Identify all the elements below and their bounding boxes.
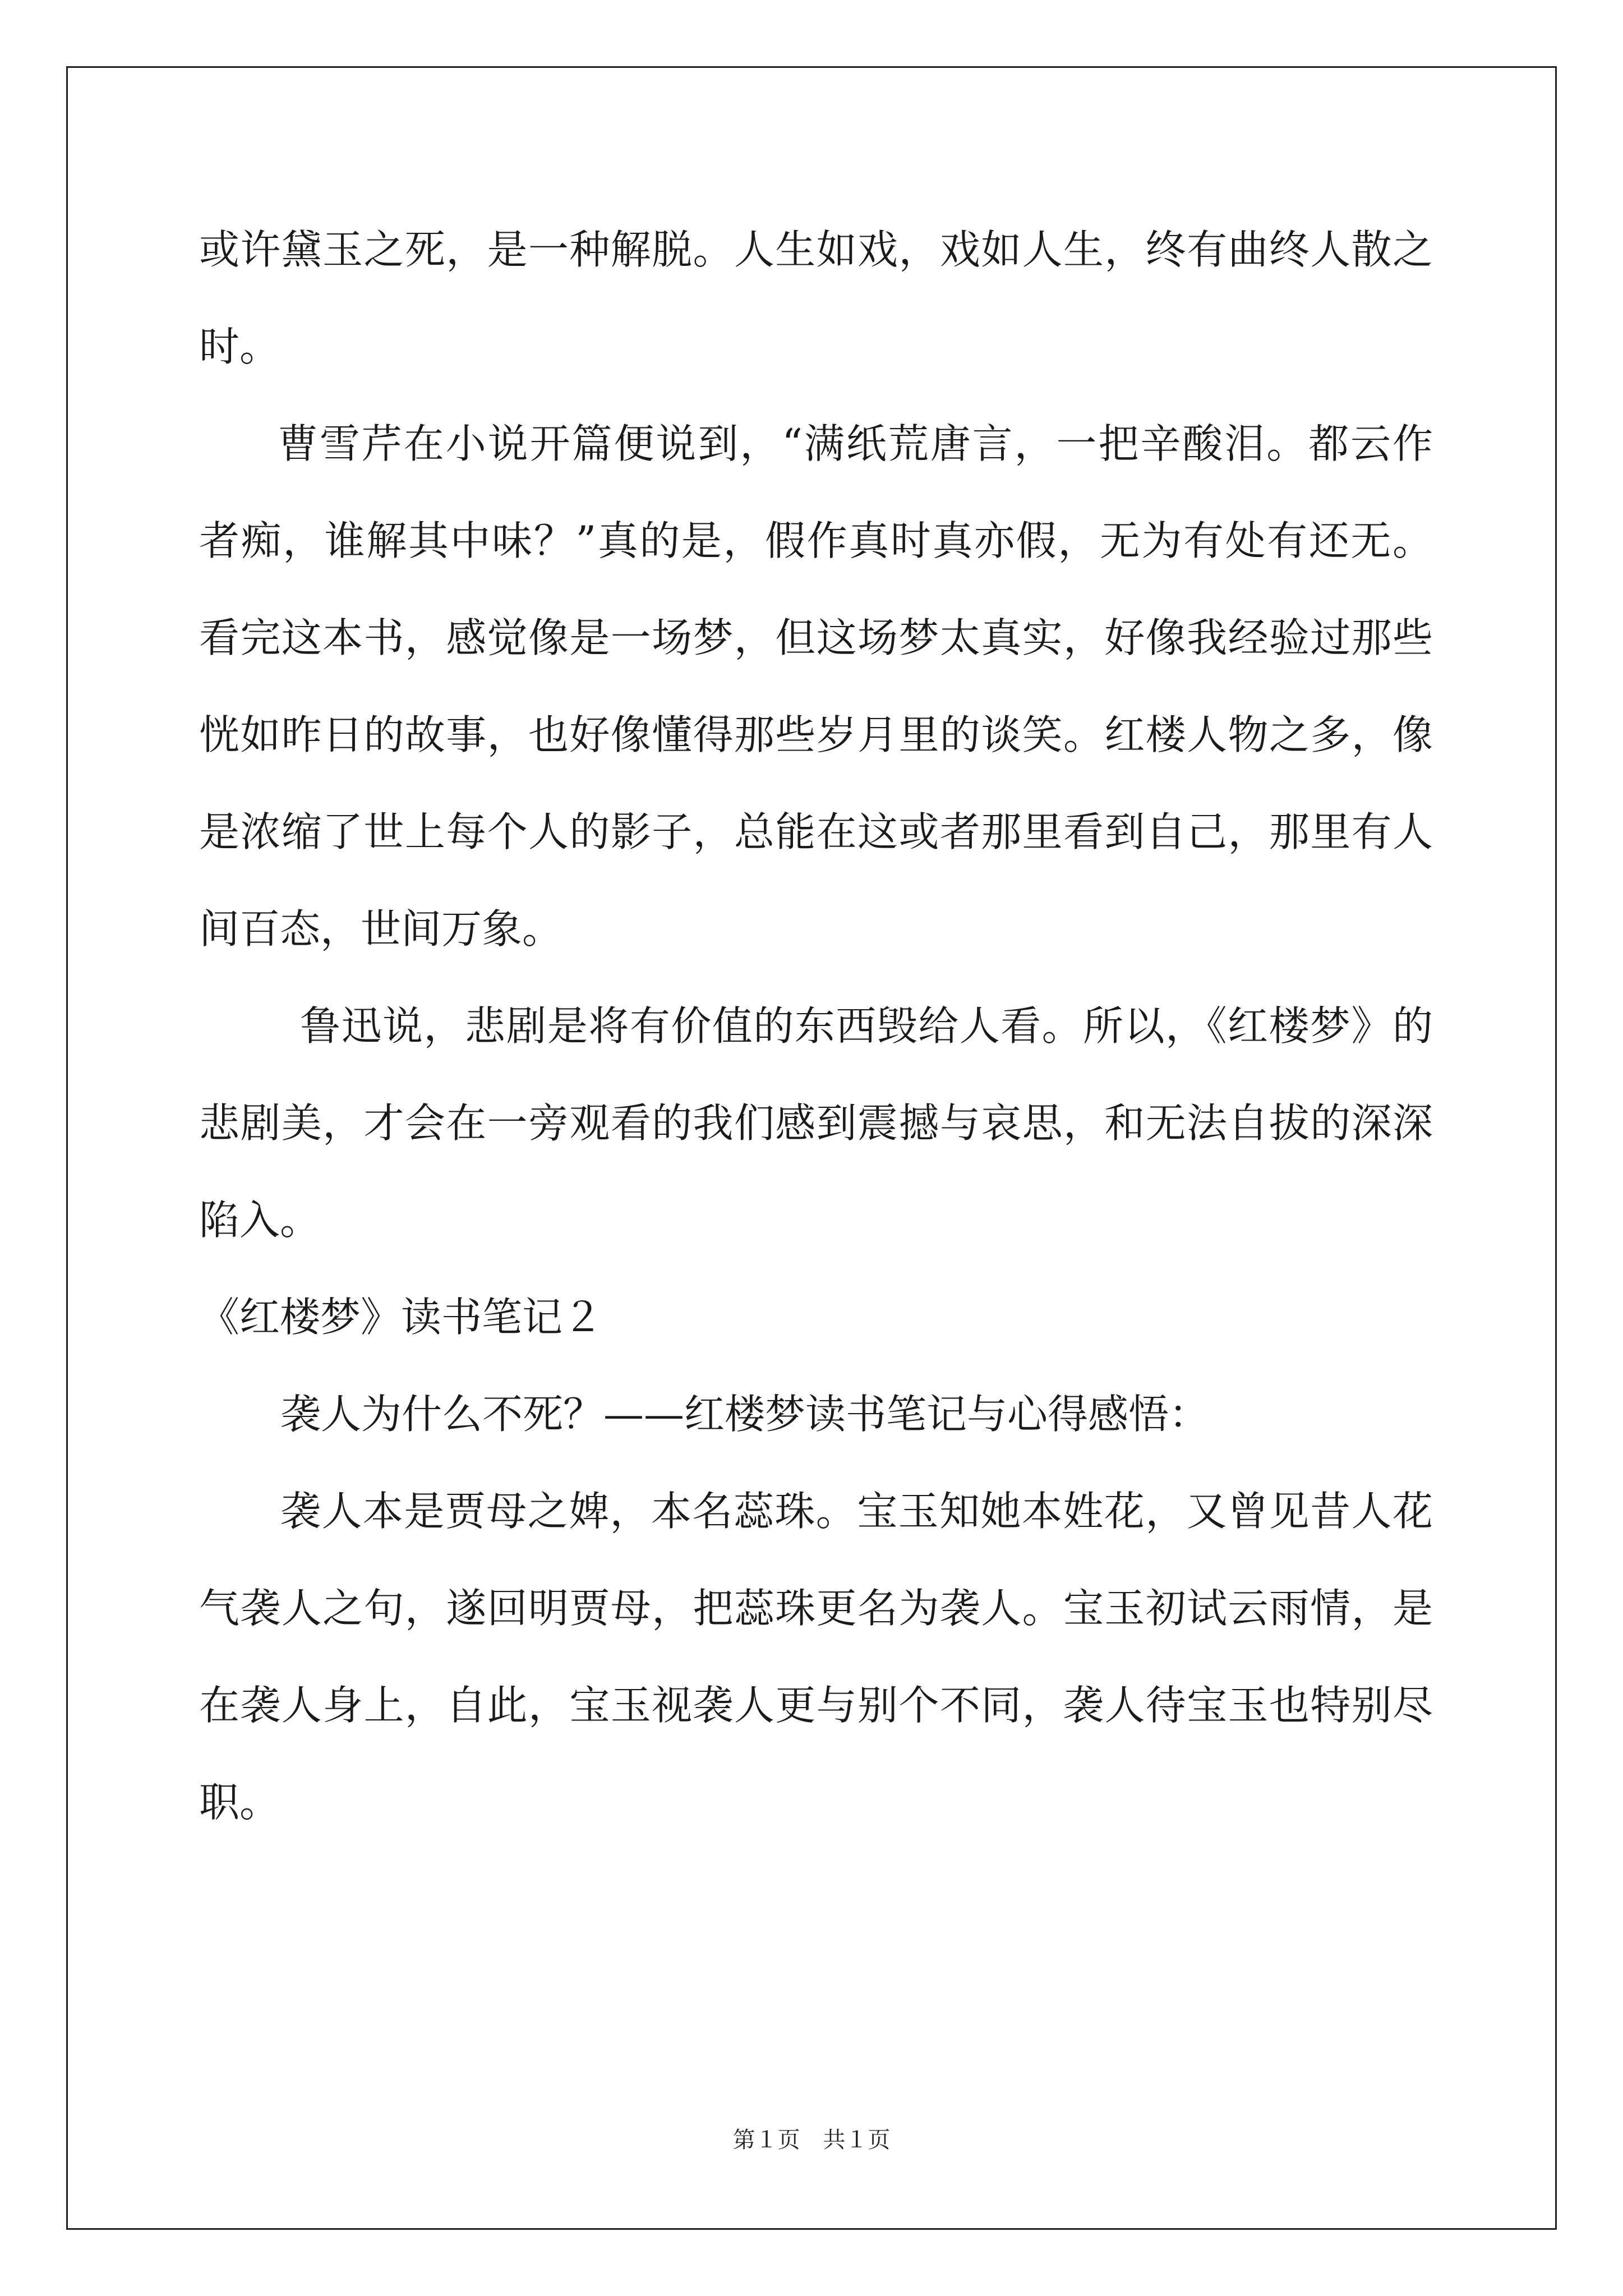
text-line: 曹雪芹在小说开篇便说到，“满纸荒唐言，一把辛酸泪。都云作 [278, 420, 1433, 467]
text-line: 袭人为什么不死？——红楼梦读书笔记与心得感悟： [280, 1391, 1210, 1438]
text-line: 恍如昨日的故事，也好像懂得那些岁月里的谈笑。红楼人物之多，像 [199, 711, 1433, 758]
section-heading: 《红楼梦》读书笔记２ [199, 1294, 603, 1341]
text-line: 悲剧美，才会在一旁观看的我们感到震撼与哀思，和无法自拔的深深 [199, 1099, 1433, 1147]
text-line: 或许黛玉之死，是一种解脱。人生如戏，戏如人生，终有曲终人散之 [199, 226, 1433, 273]
text-line: 在袭人身上，自此，宝玉视袭人更与别个不同，袭人待宝玉也特别尽 [199, 1682, 1433, 1729]
text-line: 看完这本书，感觉像是一场梦，但这场梦太真实，好像我经验过那些 [199, 614, 1433, 661]
text-line: 时。 [199, 323, 280, 370]
page-footer [0, 2126, 1623, 2154]
text-line: 间百态，世间万象。 [199, 905, 563, 953]
page-number: 第１页 [732, 2127, 800, 2153]
page-total: 共１页 [823, 2127, 891, 2153]
text-line: 气袭人之句，遂回明贾母，把蕊珠更名为袭人。宝玉初试云雨情，是 [199, 1585, 1433, 1632]
text-line: 袭人本是贾母之婢，本名蕊珠。宝玉知她本姓花，又曾见昔人花 [280, 1488, 1433, 1535]
text-line: 职。 [199, 1779, 280, 1826]
text-line: 鲁迅说，悲剧是将有价值的东西毁给人看。所以，《红楼梦》的 [300, 1002, 1433, 1050]
text-line: 者痴，谁解其中味？”真的是，假作真时真亦假，无为有处有还无。 [199, 517, 1433, 564]
text-line: 是浓缩了世上每个人的影子，总能在这或者那里看到自己，那里有人 [199, 808, 1433, 855]
text-line: 陷入。 [199, 1197, 321, 1244]
